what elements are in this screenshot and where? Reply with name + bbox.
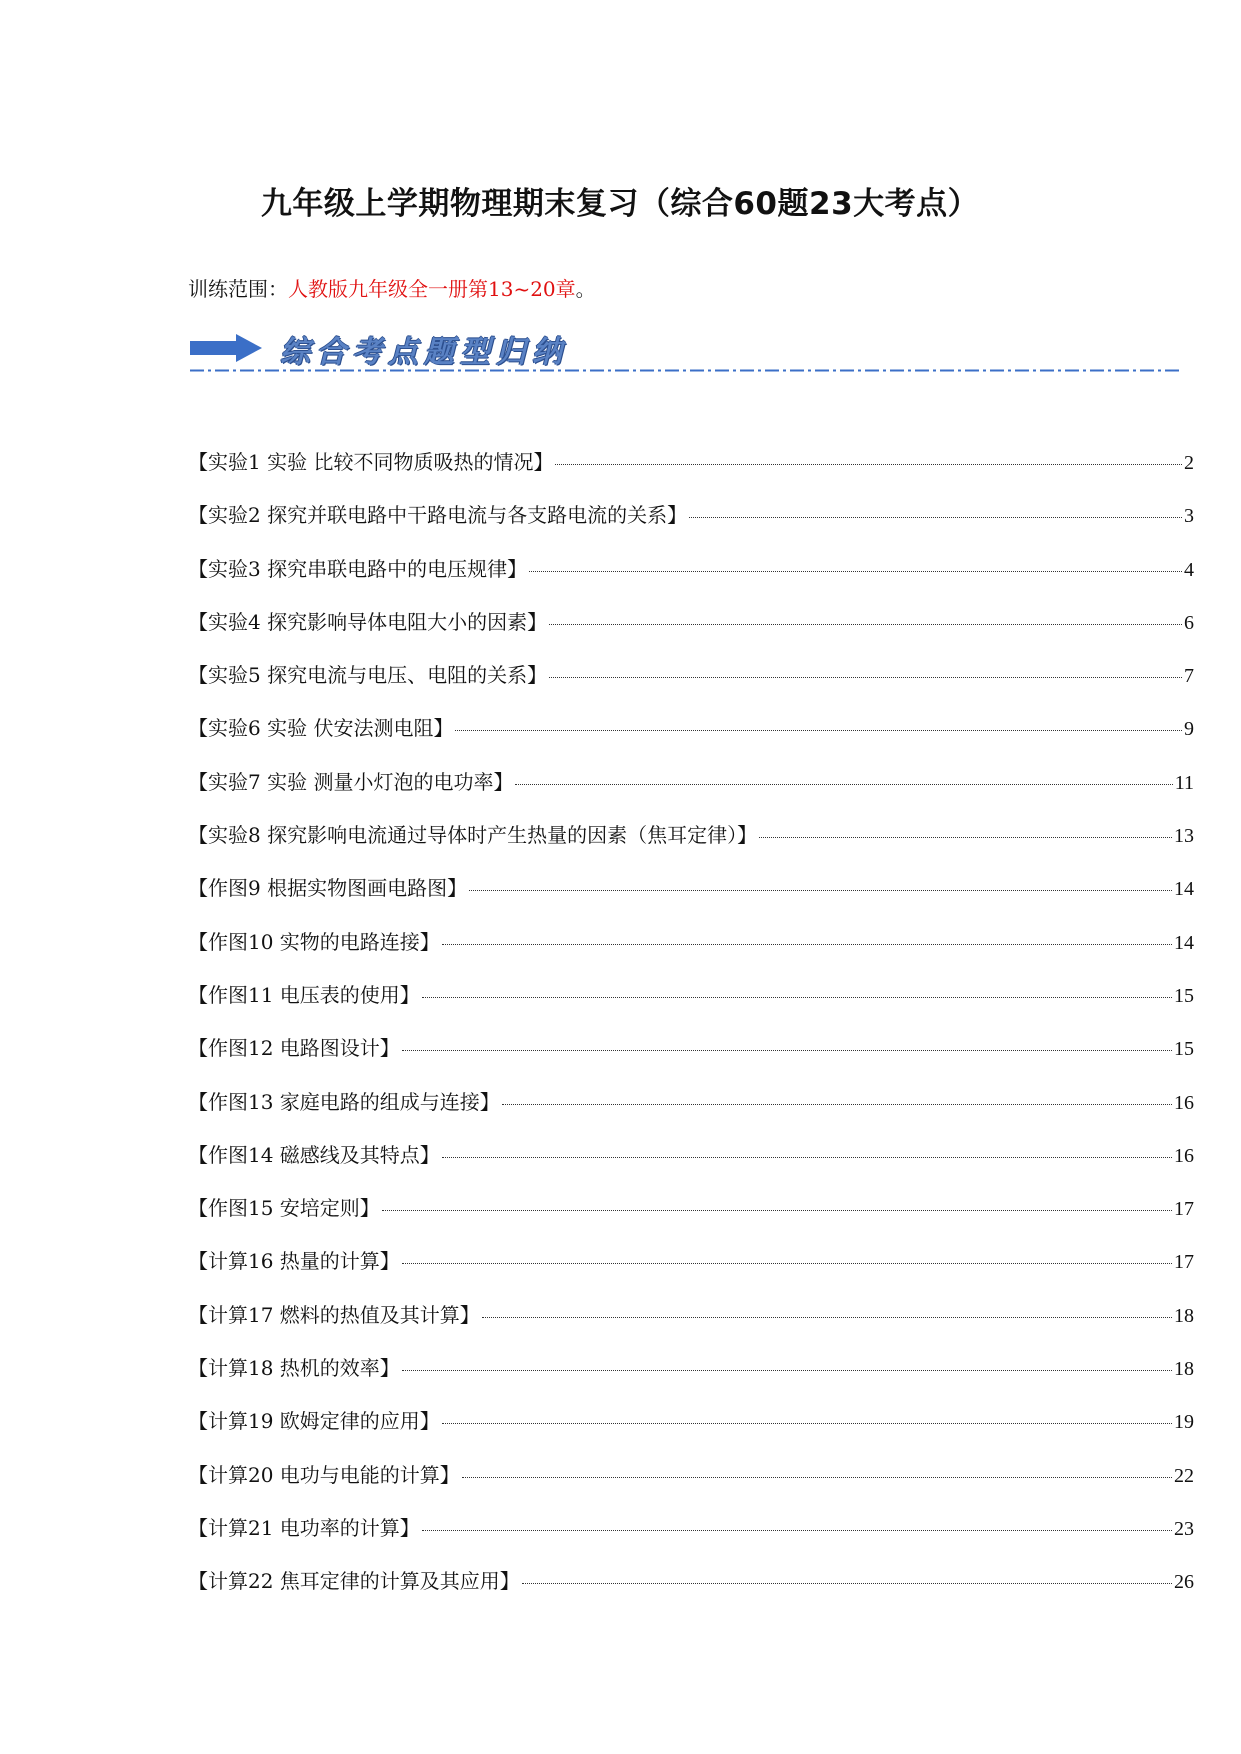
- training-scope: [188, 273, 596, 302]
- toc-leader-dots: [442, 944, 1172, 945]
- toc-entry-label: 【计算19 欧姆定律的应用】: [188, 1409, 440, 1434]
- toc-entry-label: 【实验8 探究影响电流通过导体时产生热量的因素（焦耳定律）】: [188, 823, 758, 848]
- toc-leader-dots: [422, 997, 1172, 998]
- toc-entry-page: 9: [1184, 718, 1194, 741]
- toc-entry-page: 26: [1174, 1571, 1194, 1594]
- toc-entry-label: 【作图11 电压表的使用】: [188, 982, 420, 1007]
- toc-leader-dots: [549, 677, 1182, 678]
- toc-leader-dots: [455, 730, 1182, 731]
- arrow-right-icon: [190, 333, 262, 363]
- toc-leader-dots: [442, 1157, 1172, 1158]
- toc-entry-page: 13: [1174, 825, 1194, 848]
- toc-entry-label: 【实验2 探究并联电路中干路电流与各支路电流的关系】: [188, 503, 688, 528]
- toc-entry-page: 4: [1184, 558, 1194, 581]
- toc-entry-page: 17: [1174, 1251, 1194, 1274]
- toc-entry-page: 15: [1174, 984, 1194, 1007]
- toc-entry-label: 【计算16 热量的计算】: [188, 1249, 400, 1274]
- scope-label: 训练范围：: [188, 277, 288, 301]
- toc-entry-label: 【计算21 电功率的计算】: [188, 1515, 420, 1540]
- toc-entry[interactable]: [188, 1245, 1194, 1298]
- toc-entry-label: 【作图15 安培定则】: [188, 1196, 380, 1221]
- table-of-contents: [188, 446, 1194, 1619]
- toc-entry-label: 【作图10 实物的电路连接】: [188, 929, 440, 954]
- toc-entry-label: 【实验5 探究电流与电压、电阻的关系】: [188, 663, 548, 688]
- banner-divider: [190, 369, 1180, 372]
- scope-value: 人教版九年级全一册第13~20章: [288, 277, 576, 301]
- section-banner: [190, 325, 1180, 373]
- toc-entry-page: 15: [1174, 1038, 1194, 1061]
- toc-entry-label: 【作图12 电路图设计】: [188, 1036, 400, 1061]
- toc-leader-dots: [442, 1423, 1172, 1424]
- toc-entry-label: 【作图13 家庭电路的组成与连接】: [188, 1089, 500, 1114]
- toc-entry-page: 23: [1174, 1517, 1194, 1540]
- toc-entry[interactable]: [188, 872, 1194, 925]
- toc-entry-page: 18: [1174, 1304, 1194, 1327]
- section-banner-title: 综合考点题型归纳: [280, 335, 568, 370]
- toc-leader-dots: [402, 1370, 1172, 1371]
- toc-leader-dots: [402, 1263, 1172, 1264]
- toc-entry-page: 14: [1174, 878, 1194, 901]
- toc-leader-dots: [522, 1583, 1172, 1584]
- toc-entry-page: 16: [1174, 1144, 1194, 1167]
- toc-leader-dots: [502, 1104, 1172, 1105]
- toc-entry-label: 【计算20 电功与电能的计算】: [188, 1462, 460, 1487]
- toc-entry-page: 11: [1174, 771, 1194, 794]
- toc-entry-page: 6: [1184, 611, 1194, 634]
- toc-entry-label: 【作图14 磁感线及其特点】: [188, 1142, 440, 1167]
- toc-entry[interactable]: [188, 1192, 1194, 1245]
- toc-entry-page: 7: [1184, 665, 1194, 688]
- toc-entry-label: 【计算17 燃料的热值及其计算】: [188, 1302, 480, 1327]
- toc-entry-page: 2: [1184, 452, 1194, 474]
- toc-leader-dots: [482, 1317, 1172, 1318]
- toc-entry-page: 18: [1174, 1358, 1194, 1381]
- toc-entry-page: 19: [1174, 1411, 1194, 1434]
- toc-entry[interactable]: [188, 1032, 1194, 1085]
- toc-entry[interactable]: [188, 1512, 1194, 1565]
- toc-leader-dots: [382, 1210, 1172, 1211]
- toc-leader-dots: [469, 890, 1172, 891]
- toc-leader-dots: [515, 784, 1172, 785]
- toc-entry[interactable]: [188, 1565, 1194, 1618]
- toc-entry[interactable]: [188, 499, 1194, 552]
- page-title: 九年级上学期物理期末复习（综合60题23大考点）: [260, 186, 980, 222]
- toc-entry-page: 17: [1174, 1198, 1194, 1221]
- toc-entry[interactable]: [188, 1459, 1194, 1512]
- toc-entry[interactable]: [188, 926, 1194, 979]
- toc-entry[interactable]: [188, 1352, 1194, 1405]
- toc-entry[interactable]: [188, 659, 1194, 712]
- toc-entry-page: 14: [1174, 931, 1194, 954]
- toc-entry-label: 【实验1 实验 比较不同物质吸热的情况】: [188, 450, 554, 474]
- toc-entry[interactable]: [188, 979, 1194, 1032]
- toc-entry[interactable]: [188, 606, 1194, 659]
- toc-entry-label: 【实验6 实验 伏安法测电阻】: [188, 716, 454, 741]
- toc-leader-dots: [529, 571, 1182, 572]
- toc-entry-label: 【计算18 热机的效率】: [188, 1356, 400, 1381]
- toc-entry-page: 16: [1174, 1091, 1194, 1114]
- toc-entry[interactable]: [188, 1086, 1194, 1139]
- toc-entry[interactable]: [188, 766, 1194, 819]
- toc-leader-dots: [422, 1530, 1172, 1531]
- toc-entry[interactable]: [188, 819, 1194, 872]
- toc-leader-dots: [402, 1050, 1172, 1051]
- toc-leader-dots: [689, 517, 1182, 518]
- toc-entry[interactable]: [188, 1139, 1194, 1192]
- toc-entry[interactable]: [188, 553, 1194, 606]
- toc-entry-page: 22: [1174, 1464, 1194, 1487]
- toc-entry-label: 【实验3 探究串联电路中的电压规律】: [188, 556, 528, 581]
- toc-entry-label: 【实验7 实验 测量小灯泡的电功率】: [188, 769, 514, 794]
- toc-entry[interactable]: [188, 446, 1194, 499]
- toc-entry-label: 【作图9 根据实物图画电路图】: [188, 876, 468, 901]
- toc-leader-dots: [759, 837, 1172, 838]
- toc-entry[interactable]: [188, 1299, 1194, 1352]
- toc-leader-dots: [555, 464, 1182, 465]
- scope-end: 。: [575, 277, 596, 301]
- toc-entry[interactable]: [188, 1405, 1194, 1458]
- toc-entry-page: 3: [1184, 505, 1194, 528]
- toc-entry[interactable]: [188, 712, 1194, 765]
- toc-leader-dots: [462, 1477, 1172, 1478]
- toc-entry-label: 【实验4 探究影响导体电阻大小的因素】: [188, 609, 548, 634]
- toc-entry-label: 【计算22 焦耳定律的计算及其应用】: [188, 1569, 520, 1594]
- toc-leader-dots: [549, 624, 1182, 625]
